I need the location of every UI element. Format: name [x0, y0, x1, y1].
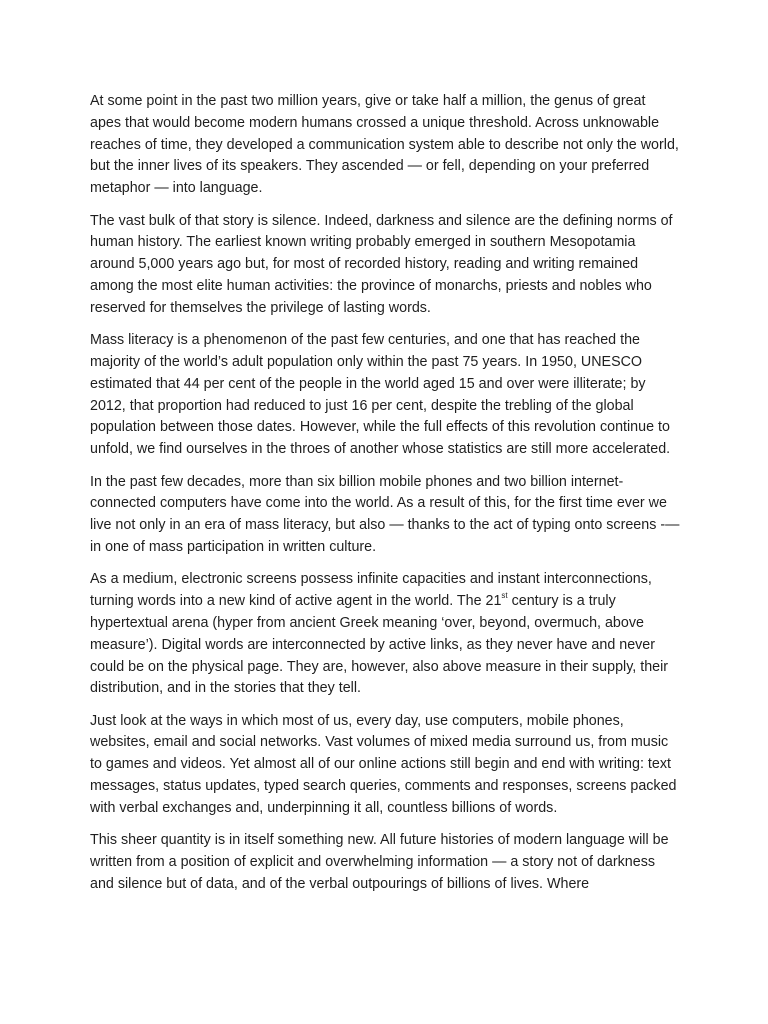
document-body	[90, 91, 680, 906]
paragraph-3: Mass literacy is a phenomenon of the past few centuries, and one that has reached the majority of the world’s adult population only within the past 75 years. In 1950, UNESCO estimated that 44 per cent of the people in the world aged 15 and over were illiterate; by 2012, that proportion had reduced to just 16 per cent, despite the trebling of the global population between those dates. However, while the full effects of this revolution continue to unfold, we find ourselves in the throes of another whose statistics are still more accelerated.	[90, 332, 671, 458]
paragraph-5-text-start: As a medium, electronic screens possess infinite capacities and instant interconnections, turning words into a new kind of active agent in the world. The 21	[90, 571, 652, 610]
paragraph-5	[90, 569, 680, 700]
paragraph-6: Just look at the ways in which most of us, every day, use computers, mobile phones, websites, email and social networks. Vast volumes of mixed media surround us, from music to games and videos. Yet almost all of our online actions still begin and end with writing: text messages, status updates, typed search queries, comments and responses, screens packed with verbal exchanges and, underpinning it all, countless billions of words.	[90, 712, 677, 816]
paragraph-1: At some point in the past two million years, give or take half a million, the genus of great apes that would become modern humans crossed a unique threshold. Across unknowable reaches of time, they developed a communication system able to describe not only the world, but the inner lives of its speakers. They ascended — or fell, depending on your preferred metaphor — into language.	[90, 93, 679, 197]
paragraph-2: The vast bulk of that story is silence. Indeed, darkness and silence are the defining norms of human history. The earliest known writing probably emerged in southern Mesopotamia around 5,000 years ago but, for most of recorded history, reading and writing remained among the most elite human activities: the province of monarchs, priests and nobles who reserved for themselves the privilege of lasting words.	[90, 212, 673, 316]
ordinal-suffix: st	[501, 591, 508, 601]
paragraph-4: In the past few decades, more than six billion mobile phones and two billion internet-connected computers have come into the world. As a result of this, for the first time ever we live not only in an era of mass literacy, but also — thanks to the act of typing onto screens -— in one of mass participation in written culture.	[90, 473, 680, 555]
paragraph-7: This sheer quantity is in itself something new. All future histories of modern language will be written from a position of explicit and overwhelming information — a story not of darkness and silence but of data, and of the verbal outpourings of billions of lives. Where	[90, 832, 669, 892]
paragraph-5-text-end: century is a truly hypertextual arena (hyper from ancient Greek meaning ‘over, beyond, overmuch, above measure’). Digital words are interconnected by active links, as they never have and never could be on the physical page. They are, however, also above measure in their supply, their distribution, and in the stories that they tell.	[90, 593, 669, 697]
